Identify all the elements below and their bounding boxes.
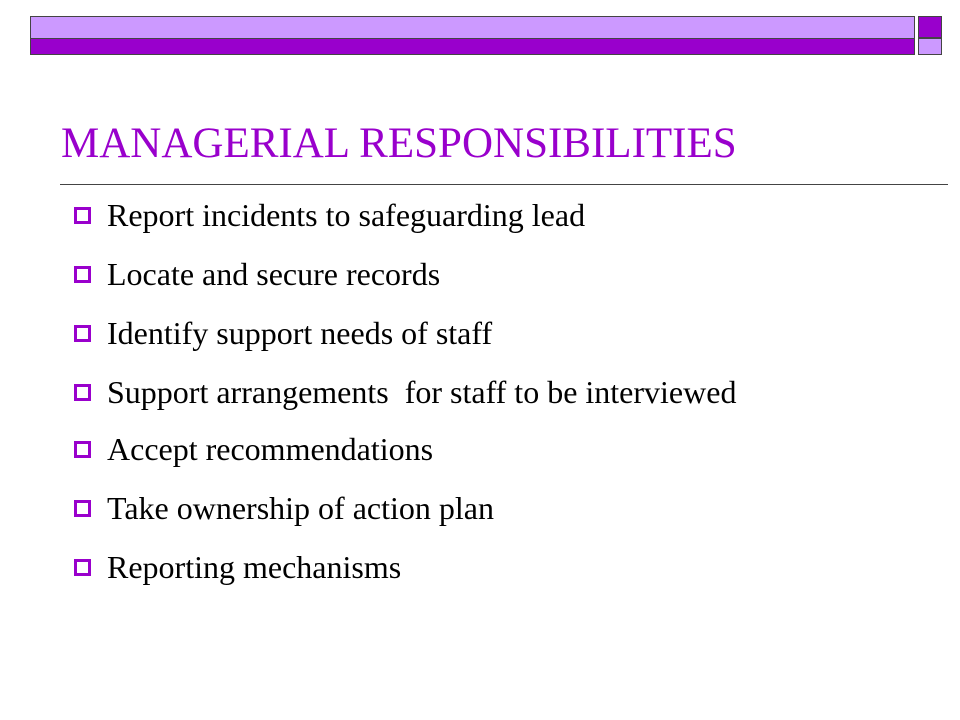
bullet-list <box>74 197 814 608</box>
bullet-item <box>74 490 814 527</box>
hollow-square-bullet-icon <box>74 441 91 458</box>
title-divider <box>60 184 948 185</box>
bullet-text: Support arrangements for staff to be interviewed <box>107 374 737 410</box>
slide-title: MANAGERIAL RESPONSIBILITIES <box>61 120 737 167</box>
header-decoration-stripe <box>30 38 915 55</box>
bullet-item <box>74 197 814 234</box>
bullet-text: Locate and secure records <box>107 256 441 292</box>
header-corner-square-bottom <box>918 38 942 55</box>
hollow-square-bullet-icon <box>74 266 91 283</box>
bullet-text: Report incidents to safeguarding lead <box>107 197 586 233</box>
header-corner-square-top <box>918 16 942 38</box>
bullet-item <box>74 315 814 352</box>
bullet-item <box>74 431 814 468</box>
hollow-square-bullet-icon <box>74 500 91 517</box>
hollow-square-bullet-icon <box>74 559 91 576</box>
bullet-item <box>74 549 814 586</box>
hollow-square-bullet-icon <box>74 325 91 342</box>
hollow-square-bullet-icon <box>74 384 91 401</box>
hollow-square-bullet-icon <box>74 207 91 224</box>
bullet-text: Take ownership of action plan <box>107 490 494 526</box>
bullet-item <box>74 374 814 411</box>
bullet-item <box>74 256 814 293</box>
bullet-text: Reporting mechanisms <box>107 549 402 585</box>
bullet-text: Accept recommendations <box>107 431 434 467</box>
bullet-text: Identify support needs of staff <box>107 315 493 351</box>
